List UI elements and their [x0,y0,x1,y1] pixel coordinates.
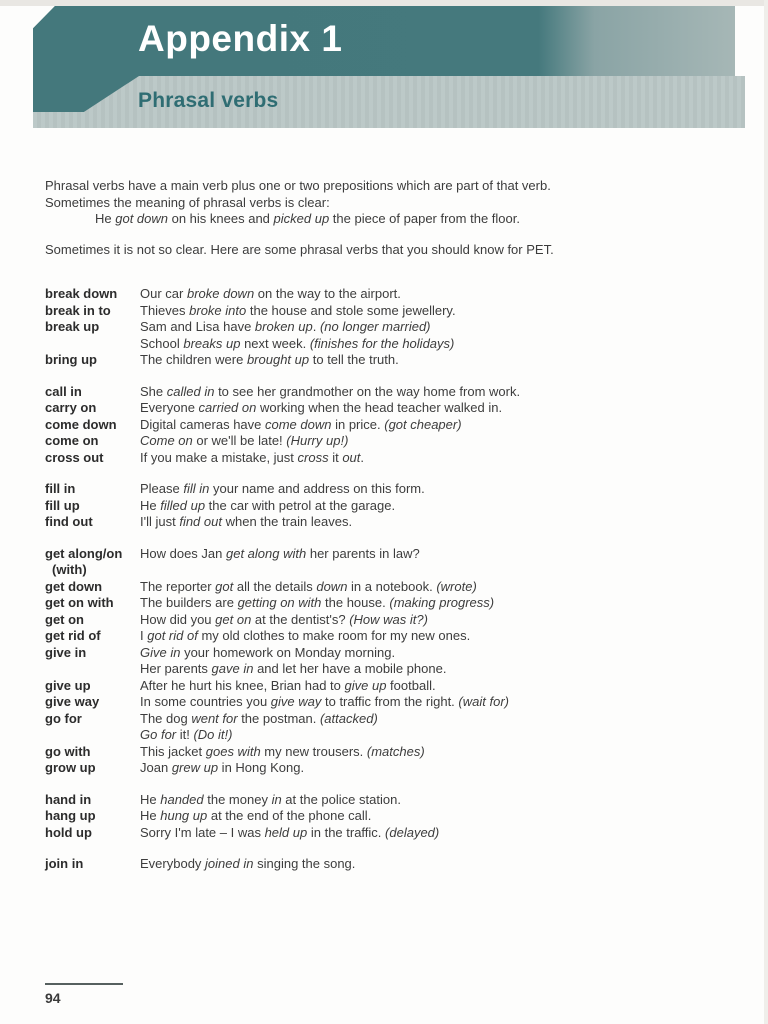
phrasal-verb-entry [45,303,740,320]
verb-label: break in to [45,302,111,318]
verb-label: call in [45,383,82,399]
intro-text [45,178,715,258]
example-text: Sorry I'm late – I was held up in the traffic. (delayed) [140,824,440,840]
verb-label: go for [45,710,82,726]
verb-label: find out [45,514,93,529]
page-number: 94 [45,990,61,1006]
example-text: Come on or we'll be late! (Hurry up!) [140,433,349,448]
example-text: The reporter got all the details down in a notebook. (wrote) [140,578,477,594]
footer-rule [45,983,123,985]
phrasal-verb-list [45,286,740,888]
example-text: He hung up at the end of the phone call. [140,808,372,823]
phrasal-verb-entry [45,481,740,498]
verb-group [45,856,740,873]
example-text: The children were brought up to tell the truth. [140,352,399,367]
verb-group [45,481,740,531]
example-text: Sam and Lisa have broken up. (no longer married) School breaks up next week. (finishes for the holidays) [140,319,455,351]
phrasal-verb-entry [45,546,740,579]
phrasal-verb-entry [45,595,740,612]
example-text: This jacket goes with my new trousers. (matches) [140,743,425,759]
example-text: He handed the money in at the police station. [140,791,401,807]
phrasal-verb-entry [45,352,740,369]
phrasal-verb-entry [45,433,740,450]
example-text: Please fill in your name and address on this form. [140,481,425,496]
phrasal-verb-entry [45,286,740,303]
example-text: I got rid of my old clothes to make room for my new ones. [140,628,471,643]
phrasal-verb-entry [45,579,740,596]
phrasal-verb-entry [45,792,740,809]
phrasal-verb-entry [45,711,740,744]
phrasal-verb-entry [45,760,740,777]
verb-group [45,792,740,842]
example-text: Everybody joined in singing the song. [140,856,356,871]
verb-label: give up [45,677,91,693]
example-text: How did you get on at the dentist's? (How was it?) [140,611,428,627]
verb-label: break up [45,319,100,334]
example-text: Joan grew up in Hong Kong. [140,760,305,775]
verb-label: come down [45,416,117,432]
intro-paragraph-2: Sometimes the meaning of phrasal verbs is clear: [45,194,330,210]
verb-label: join in [45,856,84,871]
example-text: She called in to see her grandmother on the way home from work. [140,383,521,399]
example-text: I'll just find out when the train leaves. [140,514,353,529]
phrasal-verb-entry [45,856,740,873]
phrasal-verb-entry [45,678,740,695]
phrasal-verb-entry [45,514,740,531]
phrasal-verb-entry [45,498,740,515]
example-text: Everyone carried on working when the head teacher walked in. [140,400,503,415]
verb-group [45,286,740,369]
phrasal-verb-entry [45,645,740,678]
example-text: If you make a mistake, just cross it out. [140,449,365,465]
verb-label: come on [45,433,99,448]
verb-label: give in [45,644,87,660]
example-text: Digital cameras have come down in price. (got cheaper) [140,416,462,432]
example-text: Give in your homework on Monday morning. Her parents gave in and let her have a mobile phone. [140,644,447,676]
verb-label: fill up [45,497,80,513]
verb-label: get on [45,611,84,627]
phrasal-verb-entry [45,319,740,352]
intro-example: He got down on his knees and picked up the piece of paper from the floor. [95,211,520,226]
example-text: Our car broke down on the way to the airport. [140,286,401,301]
example-text: The dog went for the postman. (attacked) Go for it! (Do it!) [140,710,378,742]
verb-label: grow up [45,760,96,775]
verb-label: get rid of [45,628,101,643]
verb-label: hold up [45,824,92,840]
phrasal-verb-entry [45,450,740,467]
verb-group [45,384,740,467]
verb-label: get along/on (with) [45,545,123,577]
verb-label: get down [45,578,103,594]
verb-group [45,546,740,777]
example-text: The builders are getting on with the house. (making progress) [140,595,495,610]
verb-label: cross out [45,449,104,465]
phrasal-verb-entry [45,628,740,645]
verb-label: bring up [45,352,97,367]
example-text: Thieves broke into the house and stole some jewellery. [140,302,456,318]
verb-label: break down [45,286,118,301]
verb-label: get on with [45,595,114,610]
intro-paragraph-3: Sometimes it is not so clear. Here are some phrasal verbs that you should know for PET. [45,241,554,257]
verb-label: fill in [45,481,76,496]
page-header [33,6,745,128]
phrasal-verb-entry [45,612,740,629]
phrasal-verb-entry [45,400,740,417]
verb-label: hand in [45,791,92,807]
example-text: In some countries you give way to traffic from the right. (wait for) [140,694,509,709]
verb-label: go with [45,743,91,759]
phrasal-verb-entry [45,744,740,761]
verb-label: give way [45,694,100,709]
phrasal-verb-entry [45,384,740,401]
phrasal-verb-entry [45,825,740,842]
scan-edge-right [764,0,768,1024]
phrasal-verb-entry [45,808,740,825]
intro-paragraph-1: Phrasal verbs have a main verb plus one or two prepositions which are part of that verb. [45,178,551,193]
example-text: He filled up the car with petrol at the garage. [140,497,396,513]
example-text: How does Jan get along with her parents in law? [140,545,420,561]
phrasal-verb-entry [45,694,740,711]
appendix-title: Appendix 1 [138,18,343,59]
verb-label: hang up [45,808,96,823]
phrasal-verb-entry [45,417,740,434]
verb-label: carry on [45,400,97,415]
example-text: After he hurt his knee, Brian had to give up football. [140,677,436,693]
section-subtitle: Phrasal verbs [138,89,279,112]
